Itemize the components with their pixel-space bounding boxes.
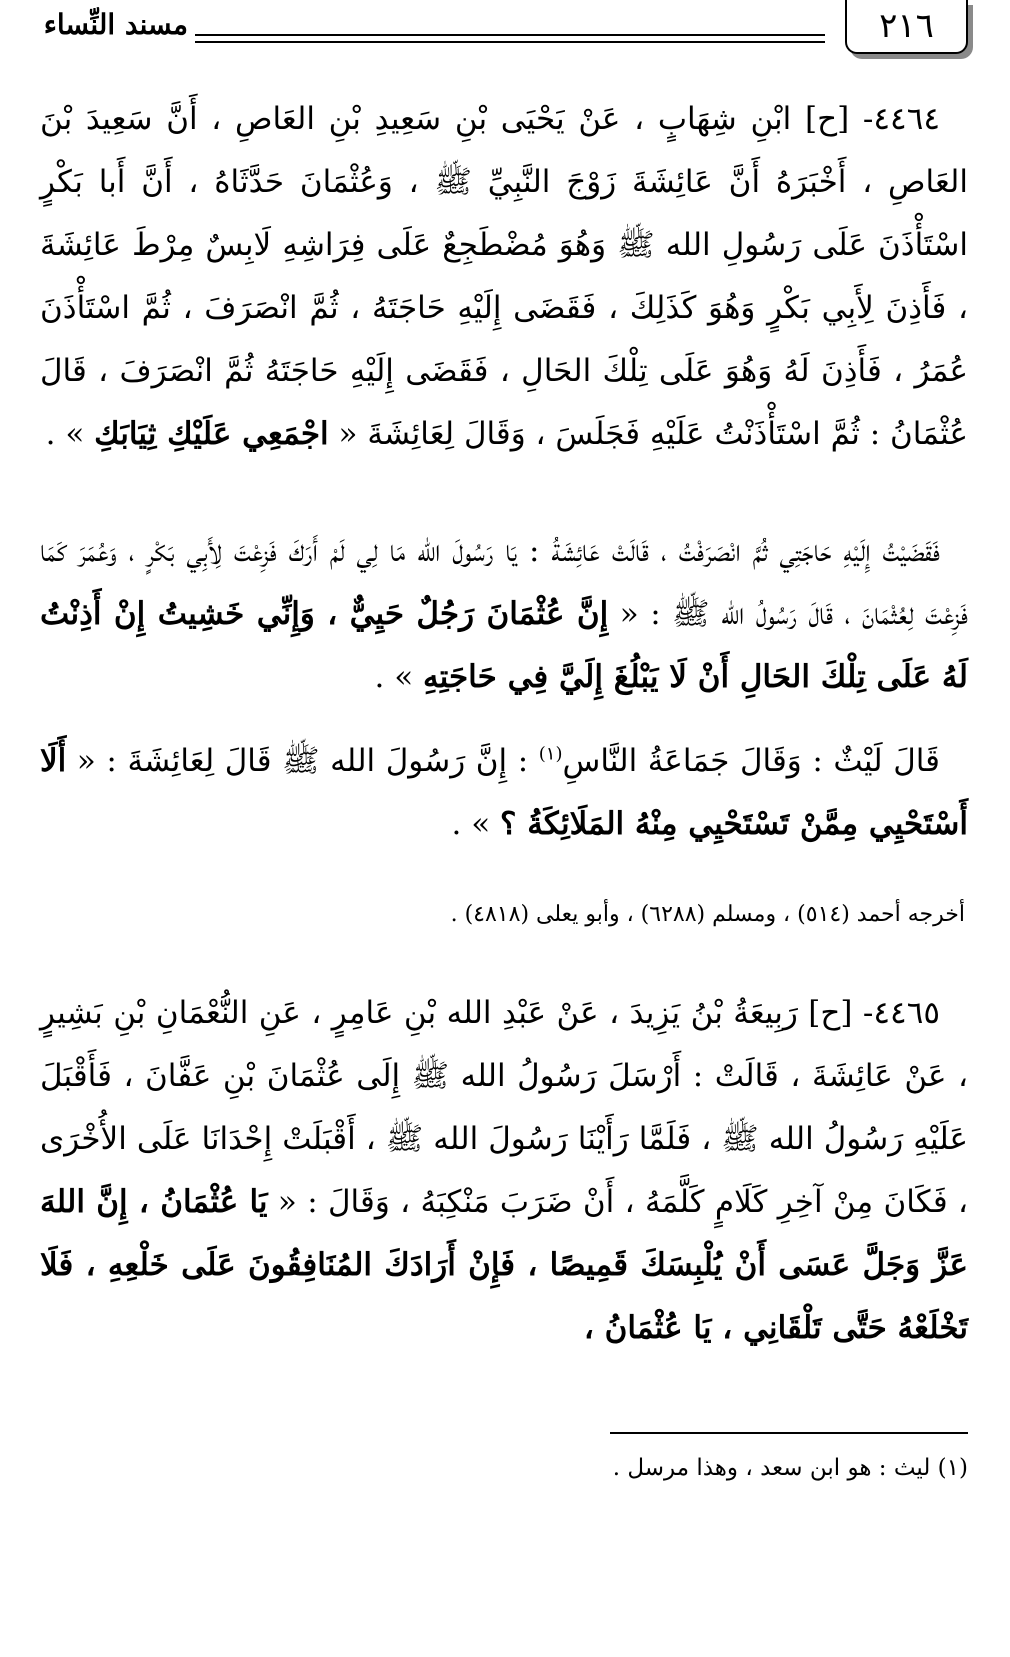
aisha-question: فَقَضَيْتُ إِلَيْهِ حَاجَتِي ثُمَّ انْصَرَفْتُ ، قَالَتْ عَائِشَةُ : يَا رَسُولَ الله مَا لِي لَمْ أَرَكَ فَزِعْتَ لِأَبِي بَكْرٍ ، وَعُمَرَ كَمَا فَزِعْتَ لِعُثْمَانَ ، قَالَ رَسُولُ الله ﷺ : «	[40, 533, 969, 632]
page-number: ٢١٦	[845, 0, 968, 54]
hadith-4464-paragraph-3	[40, 730, 968, 856]
prophet-quote-1: اجْمَعِي عَلَيْكِ ثِيَابَكِ	[94, 416, 329, 452]
quote-close: » .	[45, 416, 95, 452]
footnote-1: (١) ليث : هو ابن سعد ، وهذا مرسل .	[612, 1455, 968, 1481]
layth-statement-cont: : إِنَّ رَسُولَ الله ﷺ قَالَ لِعَائِشَةَ : «	[66, 743, 539, 779]
quote-close: » .	[374, 659, 424, 695]
prophet-quote-2: إِنَّ عُثْمَانَ رَجُلٌ حَيِيٌّ ، وَإِنِّي خَشِيتُ إِنْ أَذِنْتُ لَهُ عَلَى تِلْكَ الحَالِ أَنْ لَا يَبْلُغَ إِلَيَّ فِي حَاجَتِهِ	[40, 596, 968, 695]
running-title: مسند النِّساء	[43, 8, 188, 41]
hadith-4465-text: ٤٤٦٥- [ح] رَبِيعَةُ بْنُ يَزِيدَ ، عَنْ عَبْدِ الله بْنِ عَامِرٍ ، عَنِ النُّعْمَانِ بْنِ بَشِيرٍ ، عَنْ عَائِشَةَ ، قَالَتْ : أَرْسَلَ رَسُولُ الله ﷺ إِلَى عُثْمَانَ بْنِ عَفَّانَ ، فَأَقْبَلَ عَلَيْهِ رَسُولُ الله ﷺ ، فَلَمَّا رَأَيْنَا رَسُولَ الله ﷺ ، أَقْبَلَتْ إِحْدَانَا عَلَى الأُخْرَى ، فَكَانَ مِنْ آخِرِ كَلَامٍ كَلَّمَهُ ، أَنْ ضَرَبَ مَنْكِبَهُ ، وَقَالَ : «	[40, 995, 968, 1220]
header-rule-bottom	[195, 41, 825, 43]
hadith-4464-source: أخرجه أحمد (٥١٤) ، ومسلم (٦٢٨٨) ، وأبو يعلى (٤٨١٨) .	[450, 902, 965, 927]
hadith-4464-paragraph-2	[40, 520, 968, 709]
prophet-quote-4465: يَا عُثْمَانُ ، إِنَّ اللهَ عَزَّ وَجَلَّ عَسَى أَنْ يُلْبِسَكَ قَمِيصًا ، فَإِنْ أَرَادَكَ المُنَافِقُونَ عَلَى خَلْعِهِ ، فَلَا تَخْلَعْهُ حَتَّى تَلْقَانِي ، يَا عُثْمَانُ ،	[40, 1184, 968, 1346]
hadith-4464-text: ٤٤٦٤- [ح] ابْنِ شِهَابٍ ، عَنْ يَحْيَى بْنِ سَعِيدِ بْنِ العَاصِ ، أَنَّ سَعِيدَ بْنَ العَاصِ ، أَخْبَرَهُ أَنَّ عَائِشَةَ زَوْجَ النَّبِيِّ ﷺ ، وَعُثْمَانَ حَدَّثَاهُ ، أَنَّ أَبا بَكْرٍ اسْتَأْذَنَ عَلَى رَسُولِ الله ﷺ وَهُوَ مُضْطَجِعٌ عَلَى فِرَاشِهِ لَابِسٌ مِرْطَ عَائِشَةَ ، فَأَذِنَ لِأَبِي بَكْرٍ وَهُوَ كَذَلِكَ ، فَقَضَى إِلَيْهِ حَاجَتَهُ ، ثُمَّ انْصَرَفَ ، ثُمَّ اسْتَأْذَنَ عُمَرُ ، فَأَذِنَ لَهُ وَهُوَ عَلَى تِلْكَ الحَالِ ، فَقَضَى إِلَيْهِ حَاجَتَهُ ثُمَّ انْصَرَفَ ، قَالَ عُثْمَانُ : ثُمَّ اسْتَأْذَنْتُ عَلَيْهِ فَجَلَسَ ، وَقَالَ لِعَائِشَةَ «	[40, 101, 968, 452]
header-rule-top	[195, 34, 825, 36]
footnote-marker[interactable]: (١)	[538, 743, 563, 765]
hadith-4464-paragraph-1	[40, 88, 968, 466]
prophet-quote-3: أَلَا أَسْتَحْيِي مِمَّنْ تَسْتَحْيِي مِنْهُ المَلَائِكَةُ ؟	[40, 743, 968, 842]
hadith-4465-paragraph	[40, 982, 968, 1360]
layth-statement: قَالَ لَيْثٌ : وَقَالَ جَمَاعَةُ النَّاسِ	[562, 743, 940, 779]
quote-close: » .	[451, 806, 501, 842]
footnote-separator	[610, 1432, 968, 1434]
